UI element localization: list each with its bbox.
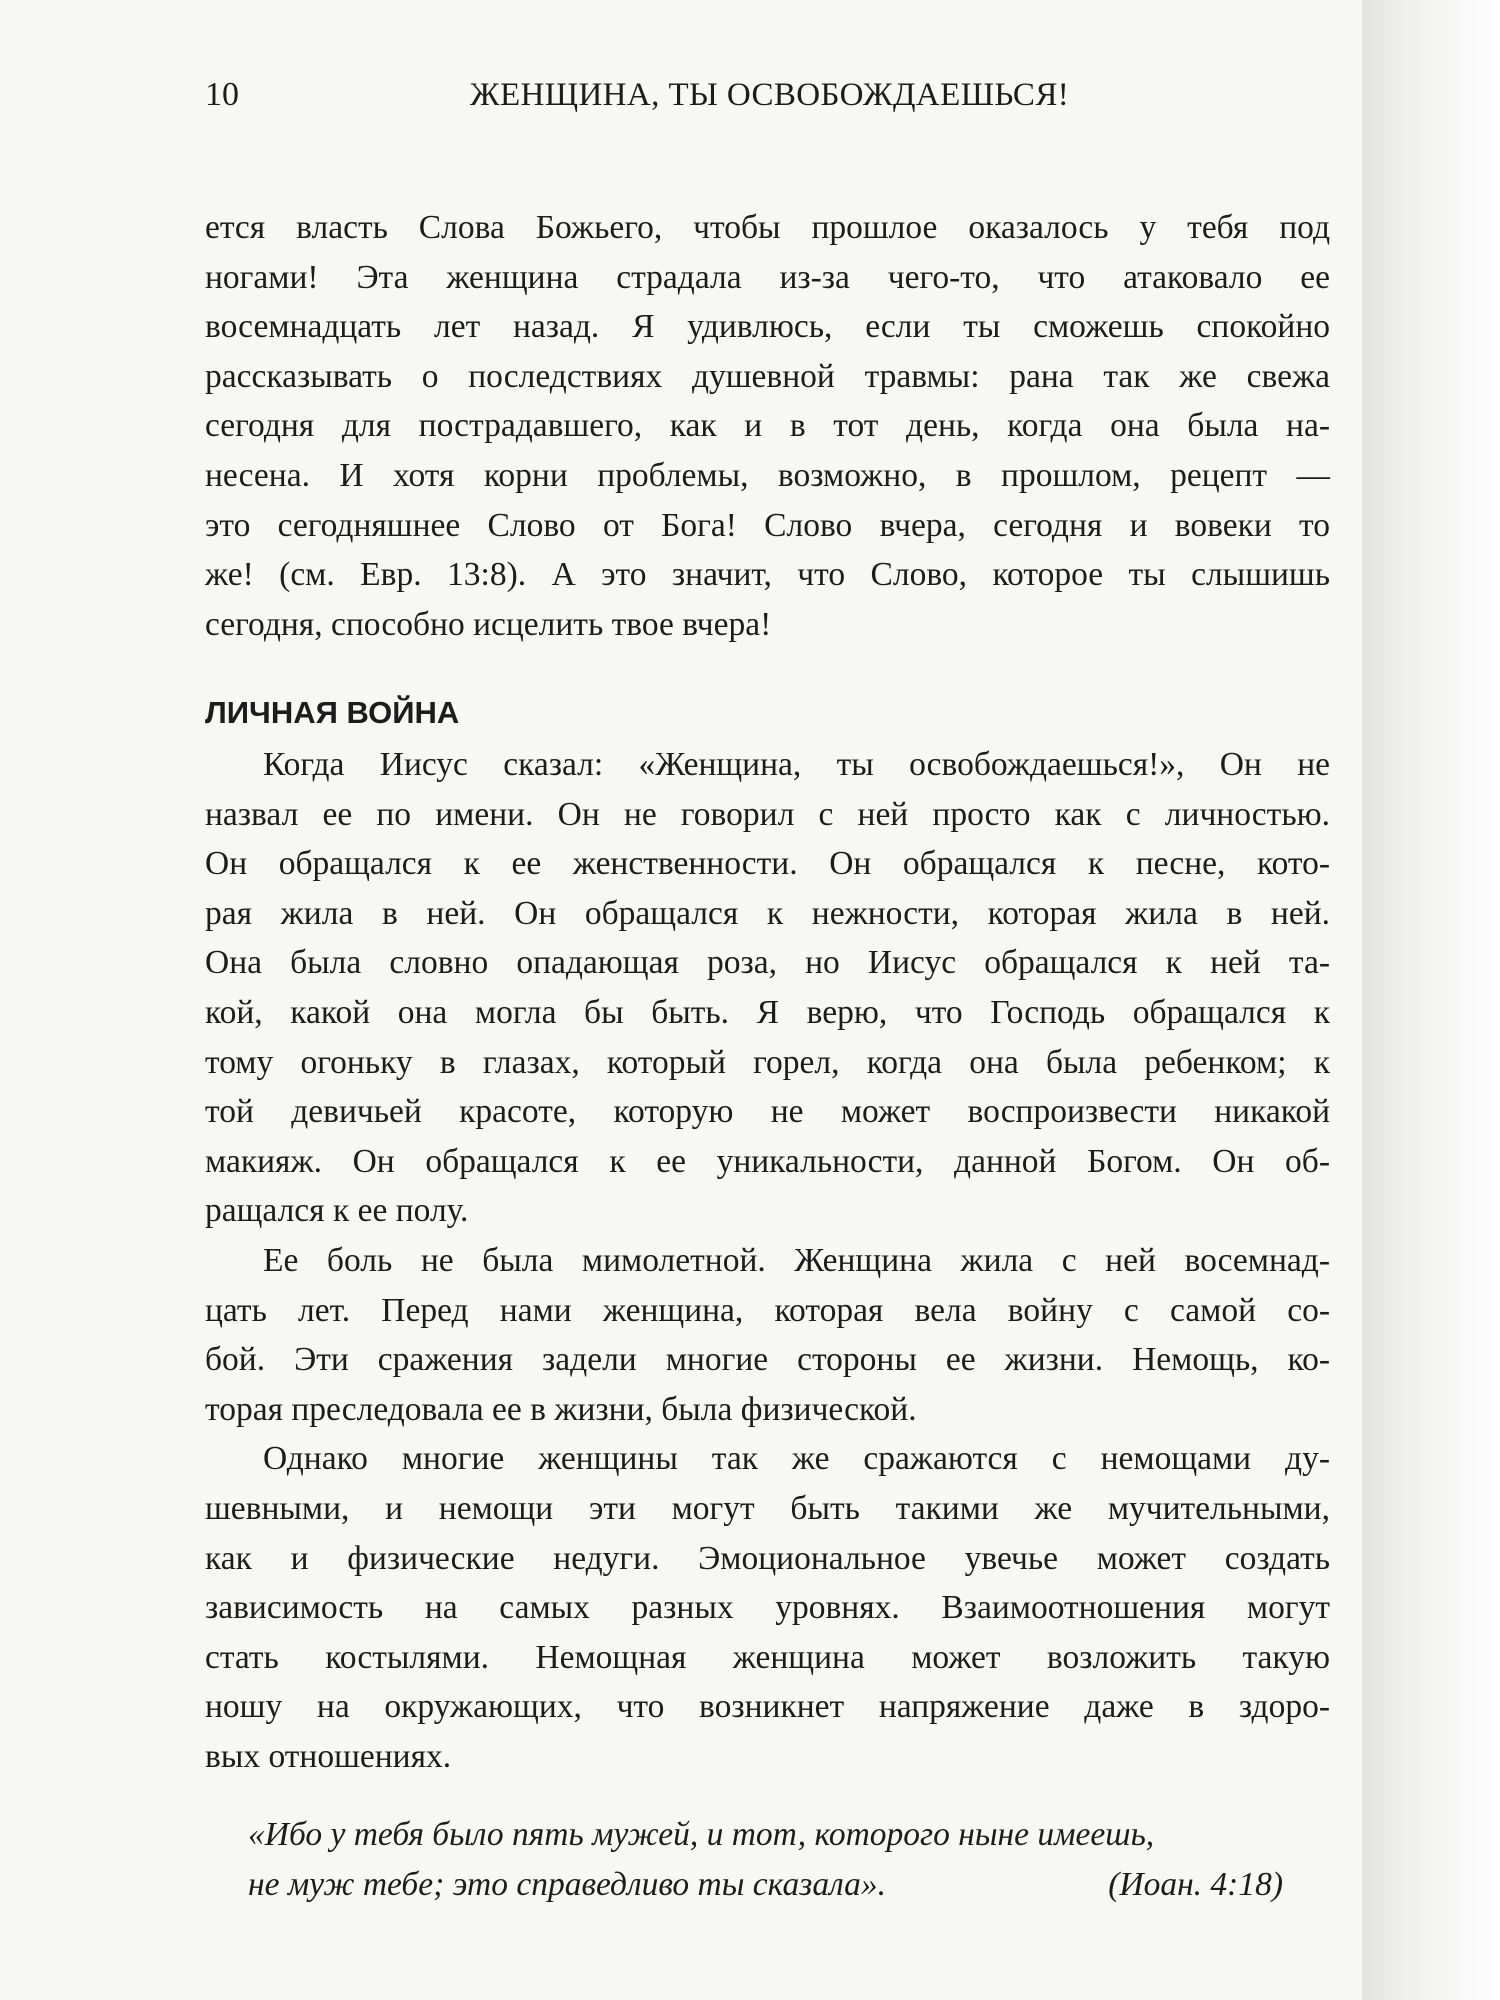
- text-line: это сегодняшнее Слово от Бога! Слово вчера, сегодня и вовеки то: [205, 506, 1330, 544]
- text-line: рассказывать о последствиях душевной травмы: рана так же свежа: [205, 357, 1330, 395]
- text-line: кой, какой она могла бы быть. Я верю, что Господь обращался к: [205, 993, 1330, 1031]
- text-line: Она была словно опадающая роза, но Иисус обращался к ней та-: [205, 944, 1330, 982]
- scripture-quote: [248, 1810, 1283, 1910]
- page-edge-shadow: [1362, 0, 1500, 2000]
- text-line: макияж. Он обращался к ее уникальности, данной Богом. Он об-: [205, 1142, 1330, 1180]
- text-line: сегодня, способно исцелить твое вчера!: [205, 605, 772, 643]
- intro-paragraph: [205, 203, 1330, 649]
- quote-line-1: «Ибо у тебя было пять мужей, и тот, которого ныне имеешь,: [248, 1816, 1155, 1853]
- page-number: 10: [205, 76, 239, 113]
- text-line: Ее боль не была мимолетной. Женщина жила с ней восемнад-: [263, 1241, 1330, 1279]
- paragraph-1: [205, 740, 1330, 1781]
- text-line: шевными, и немощи эти могут быть такими же мучительными,: [205, 1489, 1330, 1527]
- quote-reference: (Иоан. 4:18): [1108, 1866, 1283, 1903]
- text-line: сегодня для пострадавшего, как и в тот день, когда она была на-: [205, 407, 1330, 445]
- text-line: восемнадцать лет назад. Я удивлюсь, если ты сможешь спокойно: [205, 308, 1330, 346]
- text-line: той девичьей красоте, которую не может воспроизвести никакой: [205, 1093, 1330, 1131]
- text-line: же! (см. Евр. 13:8). А это значит, что Слово, которое ты слышишь: [205, 556, 1330, 594]
- text-line: рая жила в ней. Он обращался к нежности, которая жила в ней.: [205, 894, 1330, 932]
- text-line: зависимость на самых разных уровнях. Взаимоотношения могут: [205, 1589, 1330, 1627]
- text-line: несена. И хотя корни проблемы, возможно, в прошлом, рецепт —: [205, 456, 1330, 494]
- text-line: торая преследовала ее в жизни, была физической.: [205, 1390, 917, 1428]
- text-line: Он обращался к ее женственности. Он обращался к песне, кото-: [205, 845, 1330, 883]
- text-line: стать костылями. Немощная женщина может возложить такую: [205, 1638, 1330, 1676]
- running-title: ЖЕНЩИНА, ТЫ ОСВОБОЖДАЕШЬСЯ!: [470, 77, 1070, 113]
- quote-text: не муж тебе; это справедливо ты сказала».: [248, 1866, 886, 1903]
- text-line: бой. Эти сражения задели многие стороны ее жизни. Немощь, ко-: [205, 1341, 1330, 1379]
- quote-line-2: [248, 1860, 1283, 1910]
- text-line: Когда Иисус сказал: «Женщина, ты освобождаешься!», Он не: [263, 746, 1330, 783]
- section-heading: ЛИЧНАЯ ВОЙНА: [205, 695, 460, 730]
- text-line: тому огоньку в глазах, который горел, когда она была ребенком; к: [205, 1043, 1330, 1081]
- text-line: назвал ее по имени. Он не говорил с ней просто как с личностью.: [205, 795, 1330, 833]
- text-line: как и физические недуги. Эмоциональное увечье может создать: [205, 1539, 1330, 1577]
- text-line: цать лет. Перед нами женщина, которая вела войну с самой со-: [205, 1291, 1330, 1329]
- text-line: Однако многие женщины так же сражаются с немощами ду-: [263, 1440, 1330, 1478]
- text-line: ется власть Слова Божьего, чтобы прошлое оказалось у тебя под: [205, 209, 1330, 246]
- text-line: ращался к ее полу.: [205, 1192, 469, 1230]
- text-line: ношу на окружающих, что возникнет напряжение даже в здоро-: [205, 1688, 1330, 1726]
- page-header: [205, 72, 1330, 118]
- text-line: ногами! Эта женщина страдала из-за чего-то, что атаковало ее: [205, 258, 1330, 296]
- text-line: вых отношениях.: [205, 1737, 452, 1775]
